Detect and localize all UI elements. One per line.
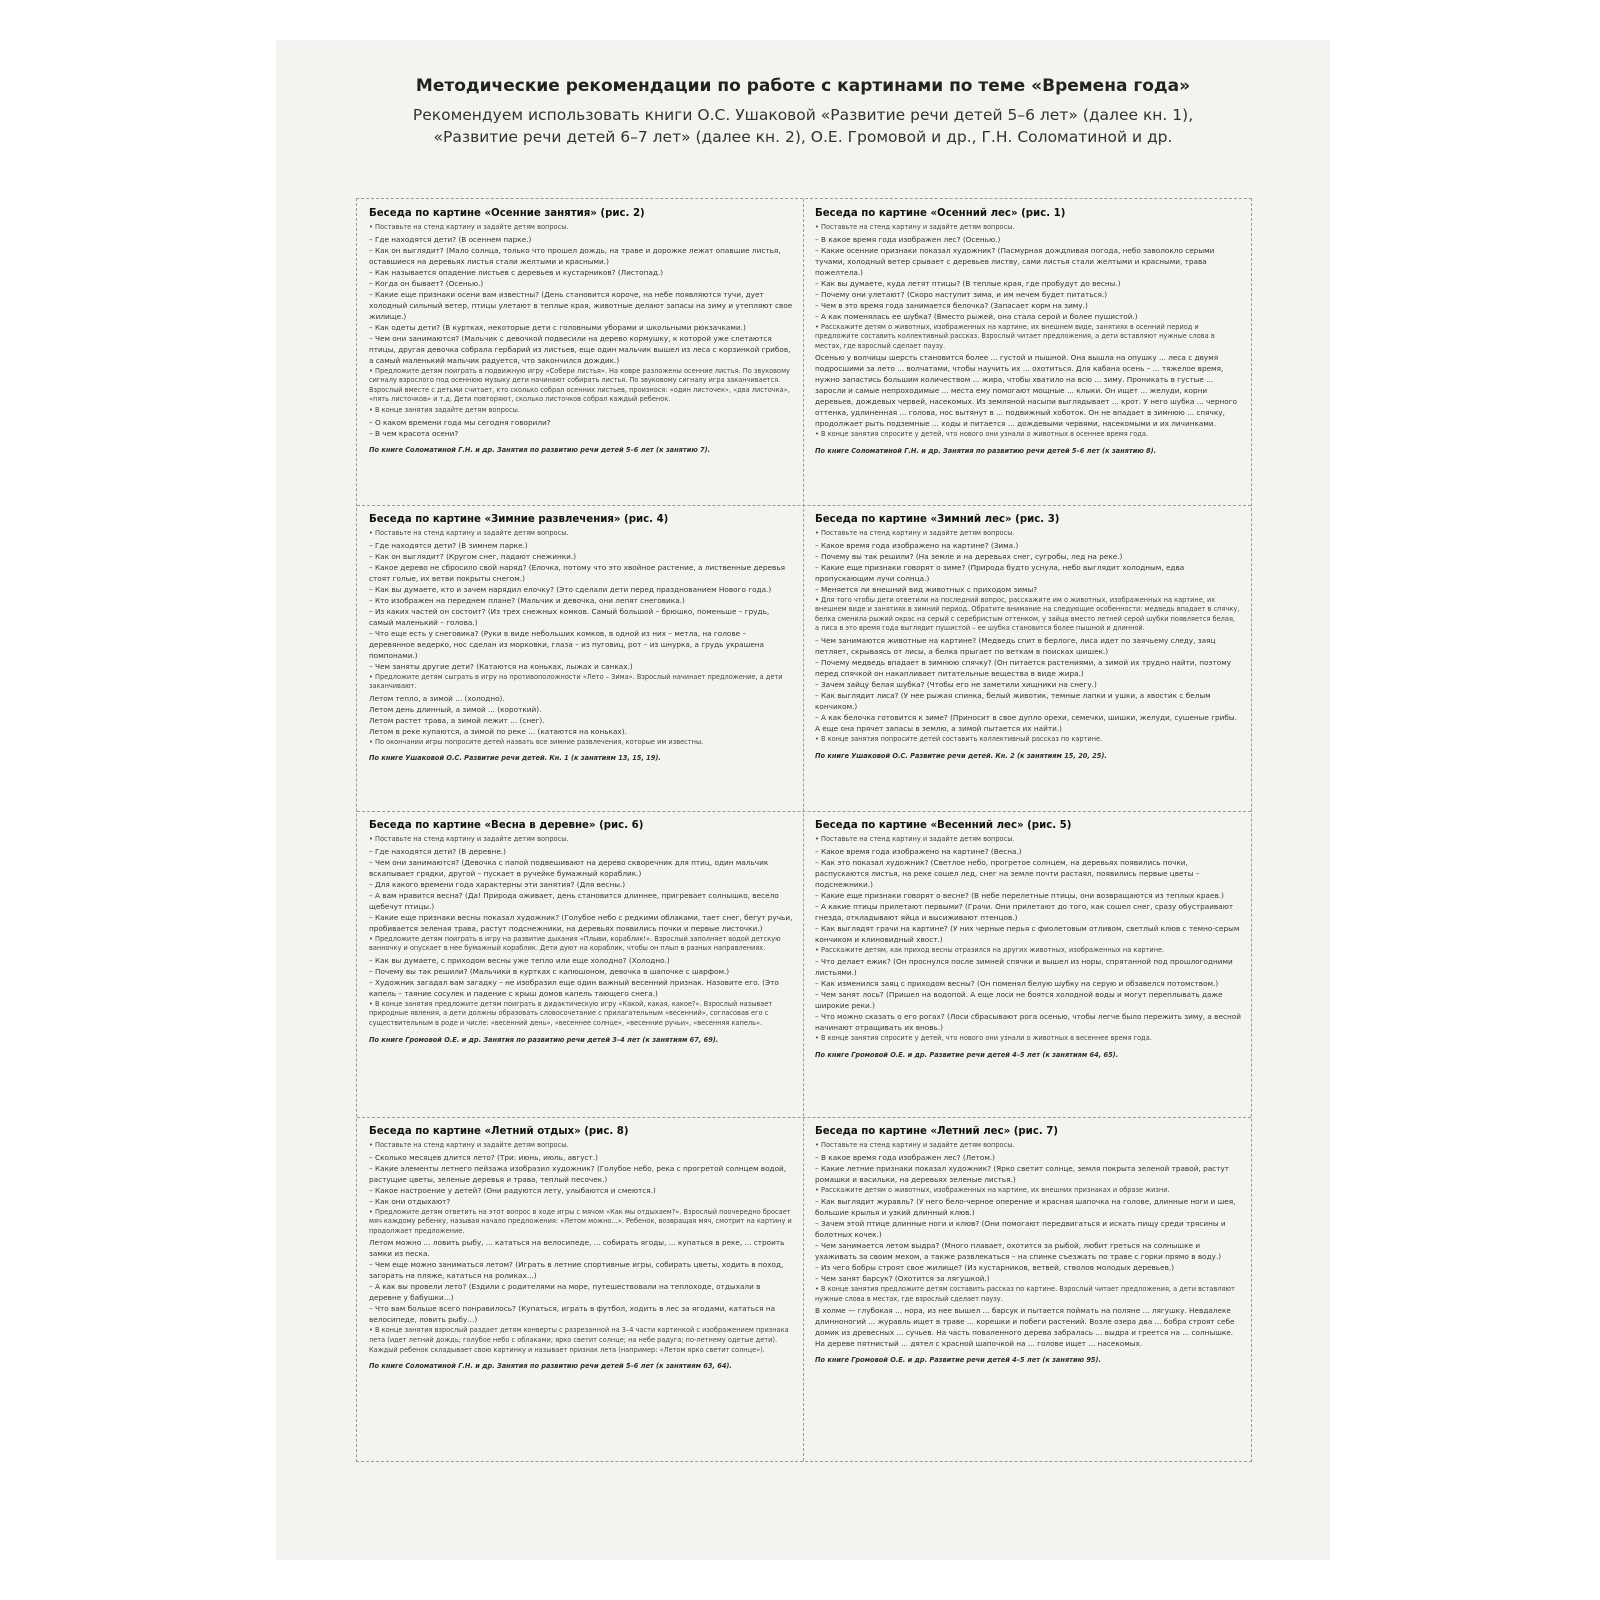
- lesson-line: – Чем занят барсук? (Охотится за лягушкой.): [815, 1274, 990, 1284]
- lesson-line: – Какие еще признаки весны показал художник? (Голубое небо с редкими облаками, тает снег, бегут ручьи, пробивается зеленая трава, растут подснежники, на деревьях появились почки и первые листочки.): [369, 912, 793, 933]
- lesson-line: – В какое время года изображен лес? (Летом.): [815, 1152, 996, 1162]
- lesson-card: [803, 505, 1251, 811]
- lesson-line: Летом растет трава, а зимой лежит ... (снег).: [369, 715, 545, 725]
- lesson-line: – Кто изображен на переднем плане? (Мальчик и девочка, они лепят снеговика.): [369, 595, 685, 605]
- lesson-card: [357, 1117, 803, 1461]
- lesson-line: – Зачем зайцу белая шубка? (Чтобы его не заметили хищники на снегу.): [815, 679, 1097, 689]
- lesson-source: По книге Соломатиной Г.Н. и др. Занятия по развитию речи детей 5–6 лет (к занятию 8).: [815, 446, 1157, 455]
- lesson-line: – Чем они занимаются? (Мальчик с девочкой подвесили на дерево кормушку, к которой уже слетаются птицы, другая девочка собрала гербарий из листьев, еще один мальчик вышел из леса с корзинкой грибов, а самый маленький мальчик радуется, что закончился дождик.): [369, 333, 791, 365]
- lesson-instruction: • Поставьте на стенд картину и задайте детям вопросы.: [369, 1141, 569, 1149]
- lesson-line: Летом тепло, а зимой ... (холодно).: [369, 693, 505, 703]
- lesson-card: [803, 199, 1251, 505]
- lesson-line: – Как выглядит лиса? (У нее рыжая спинка, белый животик, темные лапки и ушки, а хвостик с белым кончиком.): [815, 690, 1211, 711]
- lesson-line: Летом в реке купаются, а зимой по реке ... (катаются на коньках).: [369, 726, 627, 736]
- lesson-instruction: • Расскажите детям, как приход весны отразился на других животных, изображенных на картине.: [815, 945, 1165, 954]
- lesson-line: – Почему вы так решили? (Мальчики в куртках с капюшоном, девочка в шапочке с шарфом.): [369, 966, 730, 976]
- lesson-line: – А как белочка готовится к зиме? (Приносит в свое дупло орехи, семечки, шишки, желуди, сушеные грибы. А еще она прячет запасы в землю, а зимой пытается их найти.): [815, 712, 1237, 733]
- lesson-line: – А как поменялась ее шубка? (Вместо рыжей, она стала серой и более пушистой.): [815, 311, 1138, 321]
- lesson-line: – Что делает ежик? (Он проснулся после зимней спячки и вышел из норы, спрятанной под прошлогодними листьями.): [815, 957, 1233, 978]
- lesson-title: Беседа по картине «Зимний лес» (рис. 3): [815, 514, 1060, 525]
- lesson-instruction: • Поставьте на стенд картину и задайте детям вопросы.: [815, 1141, 1015, 1149]
- lesson-instruction: • Поставьте на стенд картину и задайте детям вопросы.: [369, 835, 569, 843]
- poster-sheet: [276, 40, 1330, 1560]
- lesson-line: – Как вы думаете, куда летят птицы? (В теплые края, где пробудут до весны.): [815, 278, 1121, 288]
- lesson-line: – Чем занят лось? (Пришел на водопой. А еще лоси не боятся холодной воды и могут переплывать даже широкие реки.): [815, 990, 1223, 1011]
- subtitle-line-2: «Развитие речи детей 6–7 лет» (далее кн. 2), О.Е. Громовой и др., Г.Н. Соломатиной и др.: [433, 128, 1173, 146]
- lesson-line: – А какие птицы прилетают первыми? (Грачи. Они прилетают до того, как сошел снег, сразу обустраивают гнезда, откладывают яйца и высиживают птенцов.): [815, 901, 1234, 922]
- lesson-source: По книге Громовой О.Е. и др. Занятия по развитию речи детей 3–4 лет (к занятиям 67, 69).: [369, 1035, 719, 1044]
- lesson-line: – Какие еще признаки говорят о весне? (В небе перелетные птицы, они возвращаются из теплых краев.): [815, 890, 1224, 900]
- lesson-line: – Какое время года изображено на картине? (Весна.): [815, 846, 1022, 856]
- lesson-instruction: • В конце занятия попросите детей составить коллективный рассказ по картине.: [815, 734, 1103, 743]
- lesson-instruction: • Поставьте на стенд картину и задайте детям вопросы.: [369, 223, 569, 231]
- lesson-line: – Как он выглядит? (Кругом снег, падают снежинки.): [369, 551, 577, 561]
- lesson-line: – Какое время года изображено на картине? (Зима.): [815, 540, 1019, 550]
- lesson-line: – А вам нравится весна? (Да! Природа оживает, день становится длиннее, пригревает солнышко, весело щебечут птицы.): [369, 890, 779, 911]
- lesson-instruction: • В конце занятия взрослый раздает детям конверты с разрезанной на 3–4 части картинкой с изображением признака лета (идет летний дождь; голубое небо с облаками; ярко светит солнце; на небе радуга; по-летнему одетые дети). Каждый ребенок складывает свою картинку и называет признак лета (например: «Летом ярко светит солнце»).: [369, 1326, 789, 1354]
- lesson-instruction: • В конце занятия задайте детям вопросы.: [369, 405, 520, 414]
- lesson-line: – Как изменился заяц с приходом весны? (Он поменял белую шубку на серую и обзавелся потомством.): [815, 979, 1219, 989]
- lesson-instruction: • По окончании игры попросите детей назвать все зимние развлечения, которые им известны.: [369, 737, 704, 746]
- lesson-line: – Как выглядит журавль? (У него бело-черное оперение и красная шапочка на голове, длинные ноги и шея, большие крылья и узкий длинный клюв.): [815, 1197, 1236, 1218]
- lesson-line: – Как это показал художник? (Светлое небо, прогретое солнцем, на деревьях появились почки, распускаются листья, на реке сошел лед, снег на земле почти растаял, появились первые цветы – подснежники.): [815, 857, 1200, 889]
- lesson-line: – Чем еще можно заниматься летом? (Играть в летние спортивные игры, собирать цветы, ходить в поход, загорать на пляже, кататься на роликах...): [369, 1260, 784, 1281]
- lesson-card: [357, 505, 803, 811]
- lesson-line: – А как вы провели лето? (Ездили с родителями на море, путешествовали на теплоходе, отдыхали в деревне у бабушки...): [369, 1282, 761, 1303]
- lesson-line: – Как одеты дети? (В куртках, некоторые дети с головными уборами и школьными рюкзачками.): [369, 322, 746, 332]
- lesson-line: Летом день длинный, а зимой ... (короткий).: [369, 704, 542, 714]
- lesson-line: – В какое время года изображен лес? (Осенью.): [815, 234, 1001, 244]
- lesson-line: – Где находятся дети? (В осеннем парке.): [369, 234, 532, 244]
- lesson-instruction: • Расскажите детям о животных, изображенных на картине, их внешнем виде, занятиях в осенний период и предложите составить коллективный рассказ. Взрослый читает предложения, а дети вставляют нужные слова в местах, где взрослый сделает паузу.: [815, 322, 1215, 350]
- lesson-instruction: • Поставьте на стенд картину и задайте детям вопросы.: [815, 529, 1015, 537]
- lesson-line: – Какие осенние признаки показал художник? (Пасмурная дождливая погода, небо заволокло серыми тучами, холодный ветер срывает с деревьев листву, сами листья стали желтыми и красными, трава пожелтела.): [815, 245, 1215, 277]
- lesson-grid: [356, 198, 1252, 1462]
- lesson-line: – Какие еще признаки говорят о зиме? (Природа будто уснула, небо выглядит холодным, едва пропускающим лучи солнца.): [815, 562, 1185, 583]
- lesson-line: В холме — глубокая ... нора, из нее вышел ... барсук и пытается поймать на поляне ... лягушку. Невдалеке длинноногий ... журавль ищет в траве ... корешки и побеги растений. Возле озера два ... бобра строят себе домик из древесных ... сучьев. На часть поваленного дерева забралась ... выдра и греется на ... солнышке. На дереве пятнистый ... дятел с красной шапочкой на ... голове ищет ... насекомых.: [815, 1306, 1235, 1349]
- lesson-instruction: • Предложите детям поиграть в игру на развитие дыхания «Плыви, кораблик!». Взрослый заполняет водой детскую ванночку и опускает в нее бумажный кораблик. Дети дуют на кораблик, чтобы он плыл в разных направлениях.: [369, 934, 781, 953]
- page-subtitle: [336, 104, 1270, 148]
- lesson-line: – Что вам больше всего понравилось? (Купаться, играть в футбол, ходить в лес за ягодами, кататься на велосипеде, ловить рыбу...): [369, 1304, 776, 1325]
- lesson-instruction: • Расскажите детям о животных, изображенных на картине, их внешних признаках и образе жизни.: [815, 1185, 1170, 1194]
- lesson-instruction: • Поставьте на стенд картину и задайте детям вопросы.: [815, 835, 1015, 843]
- lesson-line: – Из чего бобры строят свое жилище? (Из кустарников, ветвей, стволов молодых деревьев.): [815, 1263, 1175, 1273]
- lesson-line: – Чем занимаются животные на картине? (Медведь спит в берлоге, лиса идет по заячьему следу, заяц петляет, скрываясь от лисы, а белка прыгает по веткам в поисках шишек.): [815, 635, 1216, 656]
- lesson-line: – Чем они занимаются? (Девочка с папой подвешивают на дерево скворечник для птиц, один мальчик вскапывает грядки, другой – пускает в ручейке бумажный кораблик.): [369, 857, 769, 878]
- lesson-title: Беседа по картине «Летний лес» (рис. 7): [815, 1126, 1059, 1137]
- lesson-line: – Какие элементы летнего пейзажа изобразил художник? (Голубое небо, река с прогретой солнцем водой, растущие цветы, зеленые деревья и трава, теплый песочек.): [369, 1163, 787, 1184]
- lesson-line: – Для какого времени года характерны эти занятия? (Для весны.): [369, 879, 626, 889]
- lesson-line: – Какое настроение у детей? (Они радуются лету, улыбаются и смеются.): [369, 1185, 656, 1195]
- lesson-source: По книге Громовой О.Е. и др. Развитие речи детей 4–5 лет (к занятию 95).: [815, 1356, 1102, 1365]
- lesson-line: – Художник загадал вам загадку – не изобразил еще один важный весенний признак. Назовите его. (Это капель – таяние сосулек и падение с крыш домов капель тающего снега.): [369, 977, 779, 998]
- lesson-title: Беседа по картине «Весна в деревне» (рис. 6): [369, 820, 644, 831]
- lesson-instruction: • Предложите детям сыграть в игру на противоположности «Лето – Зима». Взрослый начинает предложение, а дети заканчивают.: [369, 672, 783, 691]
- lesson-instruction: • Поставьте на стенд картину и задайте детям вопросы.: [815, 223, 1015, 231]
- lesson-line: – Какие летние признаки показал художник? (Ярко светит солнце, земля покрыта зеленой травой, растут ромашки и васильки, на деревьях зеленые листья.): [815, 1163, 1230, 1184]
- lesson-title: Беседа по картине «Зимние развлечения» (рис. 4): [369, 514, 669, 525]
- lesson-source: По книге Соломатиной Г.Н. и др. Занятия по развитию речи детей 5–6 лет (к занятию 7).: [369, 445, 711, 454]
- lesson-card: [803, 811, 1251, 1117]
- lesson-title: Беседа по картине «Осенний лес» (рис. 1): [815, 208, 1066, 219]
- lesson-source: По книге Громовой О.Е. и др. Развитие речи детей 4–5 лет (к занятиям 64, 65).: [815, 1050, 1119, 1059]
- lesson-line: Осенью у волчицы шерсть становится более ... густой и пышной. Она вышла на опушку ... леса с двумя подросшими за лето ... волчатами, чтобы научить их ... охотиться. Для кабана осень – ... тяжелое время, нужно запастись большим количеством ... жира, чтобы хватило на всю ... зиму. Проникать в густые ... заросли и самые непроходимые ... места ему помогают мощные ... клыки. Он ищет ... желуди, корни деревьев, дождевых червей, насекомых. Из земляной насыпи выглядывает ... крот. У него шубка ... черного оттенка, удлиненная ... голова, нос вытянут в ... подвижный хоботок. Он не впадает в зимнюю ... спячку, продолжает рыть подземные ... ходы и питается ... дождевыми червями, насекомыми и их личинками.: [815, 353, 1238, 429]
- lesson-line: Летом можно ... ловить рыбу, ... кататься на велосипеде, ... собирать ягоды, ... купаться в реке, ... строить замки из песка.: [369, 1238, 785, 1259]
- lesson-line: – О каком времени года мы сегодня говорили?: [369, 417, 551, 427]
- lesson-card: [803, 1117, 1251, 1461]
- lesson-source: По книге Ушаковой О.С. Развитие речи детей. Кн. 1 (к занятиям 13, 15, 19).: [369, 754, 661, 763]
- lesson-line: – Какие еще признаки осени вам известны? (День становится короче, на небе появляются тучи, дует холодный сильный ветер, птицы улетают в теплые края, животные делают запасы на зиму и утепляют свое жилище.): [369, 289, 793, 321]
- page-title: Методические рекомендации по работе с картинами по теме «Времена года»: [415, 76, 1191, 96]
- lesson-instruction: • Для того чтобы дети ответили на последний вопрос, расскажите им о животных, изображенных на картине, их внешнем виде и занятиях в зимний период. Обратите внимание на следующие особенности: медведь впадает в спячку, белка сменила рыжий окрас на серый с серебристым оттенком, у зайца вместо летней серой шубки появляется белая, а лиса в это время года выглядит пушистой – ее шубка становится более пышной и длинной.: [815, 595, 1240, 633]
- lesson-line: – Что еще есть у снеговика? (Руки в виде небольших комков, в одной из них – метла, на голове – деревянное ведерко, нос сделан из морковки, глаза – из пуговиц, рот – из шнурка, а грудь украшена помпонами.): [369, 628, 765, 660]
- lesson-line: – В чем красота осени?: [369, 428, 459, 438]
- lesson-instruction: • В конце занятия спросите у детей, что нового они узнали о животных в весеннее время года.: [815, 1034, 1152, 1043]
- lesson-line: – Где находятся дети? (В зимнем парке.): [369, 540, 528, 550]
- lesson-line: – Почему вы так решили? (На земле и на деревьях снег, сугробы, лед на реке.): [815, 551, 1123, 561]
- lesson-line: – Чем в это время года занимается белочка? (Запасает корм на зиму.): [815, 300, 1088, 310]
- lesson-title: Беседа по картине «Весенний лес» (рис. 5): [815, 820, 1072, 831]
- lesson-line: – Меняется ли внешний вид животных с приходом зимы?: [815, 584, 1038, 594]
- lesson-line: – Почему они улетают? (Скоро наступит зима, и им нечем будет питаться.): [815, 289, 1108, 299]
- lesson-instruction: • Поставьте на стенд картину и задайте детям вопросы.: [369, 529, 569, 537]
- lesson-source: По книге Соломатиной Г.Н. и др. Занятия по развитию речи детей 5–6 лет (к занятиям 63, 64).: [369, 1362, 732, 1371]
- lesson-line: – Сколько месяцев длится лето? (Три: июнь, июль, август.): [369, 1152, 598, 1162]
- lesson-line: – Как выглядят грачи на картине? (У них черные перья с фиолетовым отливом, светлый клюв с темно-серым кончиком и клиновидный хвост.): [815, 923, 1240, 944]
- lesson-title: Беседа по картине «Летний отдых» (рис. 8): [369, 1126, 629, 1137]
- lesson-instruction: • Предложите детям поиграть в подвижную игру «Собери листья». На ковре разложены осенние листья. По звуковому сигналу взрослого под осеннюю музыку дети начинают собирать листья. По звуковому сигналу игра заканчивается. Взрослый вместе с детьми считает, кто сколько собрал осенних листьев, произнося: «один листочек», «два листочка», «пять листочков» и т.д. Дети повторяют, сколько листочков собрал каждый ребенок.: [369, 366, 790, 404]
- lesson-line: – Чем заняты другие дети? (Катаются на коньках, лыжах и санках.): [369, 661, 633, 671]
- lesson-line: – Как вы думаете, с приходом весны уже тепло или еще холодно? (Холодно.): [369, 955, 670, 965]
- lesson-line: – Почему медведь впадает в зимнюю спячку? (Он питается растениями, а зимой их трудно найти, поэтому перед спячкой он накапливает питательные вещества в виде жира.): [815, 657, 1232, 678]
- lesson-card: [357, 199, 803, 505]
- lesson-card: [357, 811, 803, 1117]
- lesson-instruction: • Предложите детям ответить на этот вопрос в ходе игры с мячом «Как мы отдыхаем?». Взрослый поочередно бросает мяч каждому ребенку, называя начало предложения: «Летом можно...». Ребенок, возвращая мяч, смотрит на картину и продолжает предложение.: [369, 1207, 792, 1235]
- lesson-line: – Как называется опадение листьев с деревьев и кустарников? (Листопад.): [369, 267, 664, 277]
- lesson-line: – Где находятся дети? (В деревне.): [369, 846, 506, 856]
- lesson-line: – Как он выглядит? (Мало солнца, только что прошел дождь, на траве и дорожке лежат опавшие листья, оставшиеся на деревьях листья стали желтыми и красными.): [369, 245, 781, 266]
- lesson-source: По книге Ушаковой О.С. Развитие речи детей. Кн. 2 (к занятиям 15, 20, 25).: [815, 751, 1107, 760]
- lesson-line: – Какое дерево не сбросило свой наряд? (Елочка, потому что это хвойное растение, а лиственные деревья стоят голые, их ветви покрыты снегом.): [369, 562, 786, 583]
- lesson-line: – Когда он бывает? (Осенью.): [369, 278, 484, 288]
- lesson-line: – Как они отдыхают?: [369, 1196, 451, 1206]
- lesson-line: – Как вы думаете, кто и зачем нарядил елочку? (Это сделали дети перед празднованием Нового года.): [369, 584, 772, 594]
- lesson-line: – Из каких частей он состоит? (Из трех снежных комков. Самый большой – брюшко, поменьше – грудь, самый маленький – голова.): [369, 606, 770, 627]
- lesson-instruction: • В конце занятия предложите детям составить рассказ по картине. Взрослый читает предложения, а дети вставляют нужные слова в местах, где взрослый сделает паузу.: [815, 1285, 1235, 1303]
- lesson-instruction: • В конце занятия предложите детям поиграть в дидактическую игру «Какой, какая, какое?». Взрослый называет природные явления, а дети должны образовать словосочетание с прилагательным «весенний», согласовав его с существительным в роде и числе: «весенний день», «весеннее солнце», «весенние ручьи», «весенняя капель».: [369, 999, 773, 1027]
- lesson-line: – Зачем этой птице длинные ноги и клюв? (Они помогают передвигаться и искать пищу среди трясины и болотных кочек.): [815, 1219, 1226, 1240]
- subtitle-line-1: Рекомендуем использовать книги О.С. Ушаковой «Развитие речи детей 5–6 лет» (далее кн. 1),: [412, 106, 1194, 124]
- lesson-line: – Чем занимается летом выдра? (Много плавает, охотится за рыбой, любит греться на солнышке и ухаживать за своим мехом, а также развлекаться – на спинке съезжать по траве с горки прямо в воду.): [815, 1241, 1222, 1262]
- lesson-title: Беседа по картине «Осенние занятия» (рис. 2): [369, 208, 645, 219]
- lesson-instruction: • В конце занятия спросите у детей, что нового они узнали о животных в осеннее время года.: [815, 430, 1148, 439]
- lesson-line: – Что можно сказать о его рогах? (Лоси сбрасывают рога осенью, чтобы легче было пережить зиму, а весной начинают отращивать их вновь.): [815, 1012, 1241, 1033]
